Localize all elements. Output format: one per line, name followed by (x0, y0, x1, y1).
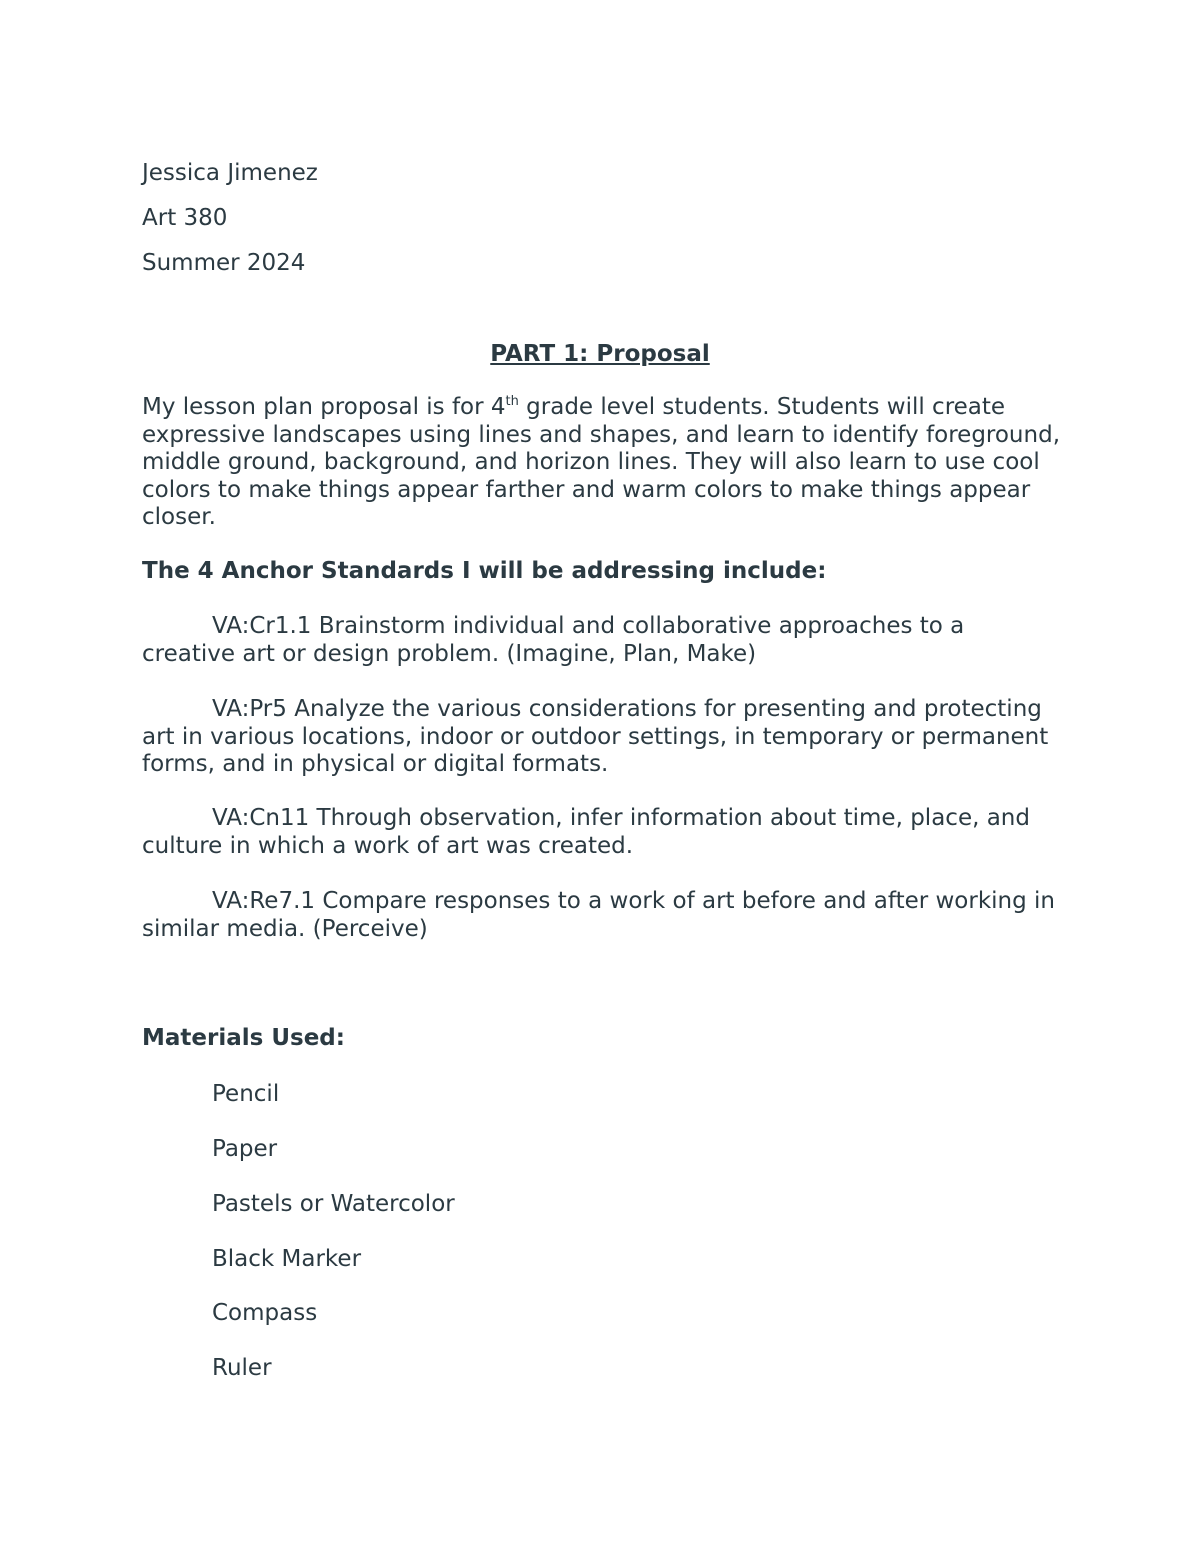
materials-heading: Materials Used: (142, 1025, 345, 1051)
proposal-paragraph (142, 394, 1062, 532)
author-name: Jessica Jimenez (142, 160, 318, 186)
standard-item (142, 696, 1062, 779)
material-item: Black Marker (212, 1246, 362, 1272)
standard-text: VA:Cr1.1 Brainstorm individual and collaborative approaches to a creative art or design problem. (Imagine, Plan, Make) (142, 613, 965, 667)
material-item: Pastels or Watercolor (212, 1191, 455, 1217)
standards-heading: The 4 Anchor Standards I will be addressing include: (142, 558, 827, 584)
standard-item (142, 805, 1062, 860)
standard-text: VA:Re7.1 Compare responses to a work of art before and after working in similar media. (Perceive) (142, 888, 1056, 942)
standard-text: VA:Cn11 Through observation, infer information about time, place, and culture in which a work of art was created. (142, 805, 1030, 859)
standard-text: VA:Pr5 Analyze the various considerations for presenting and protecting art in various locations, indoor or outdoor settings, in temporary or permanent forms, and in physical or digital formats. (142, 696, 1049, 777)
section-title: PART 1: Proposal (490, 341, 710, 367)
standard-item (142, 613, 1062, 668)
material-item: Paper (212, 1136, 278, 1162)
course-name: Art 380 (142, 205, 228, 231)
proposal-text-start: My lesson plan proposal is for 4 (142, 394, 506, 420)
proposal-ordinal-suffix: th (505, 394, 519, 409)
term: Summer 2024 (142, 250, 306, 276)
standard-item (142, 888, 1062, 943)
material-item: Pencil (212, 1081, 280, 1107)
material-item: Ruler (212, 1355, 272, 1381)
material-item: Compass (212, 1300, 318, 1326)
proposal-text-rest: grade level students. Students will create expressive landscapes using lines and shapes, and learn to identify foreground, middle ground, background, and horizon lines. They will also learn to use cool colors to make things appear farther and warm colors to make things appear closer. (142, 394, 1061, 530)
